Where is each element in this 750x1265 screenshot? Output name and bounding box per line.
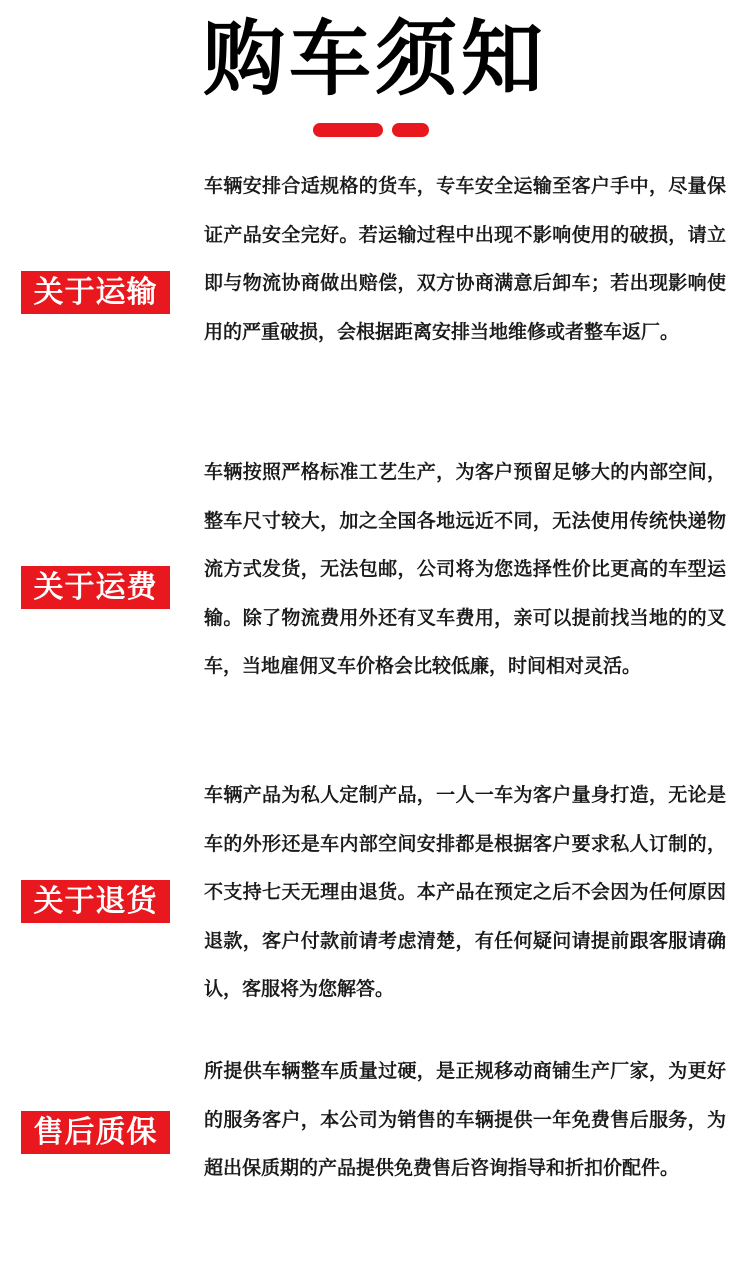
title-underline-long [313,123,383,137]
section-label-transport: 关于运输 [21,271,170,314]
section-body-return: 车辆产品为私人定制产品，一人一车为客户量身打造，无论是车的外形还是车内部空间安排都是根据客户要求私人订制的，不支持七天无理由退货。本产品在预定之后不会因为任何原因退款，客户付款前请考虑清楚，有任何疑问请提前跟客服请确认，客服将为您解答。 [204,784,726,1000]
section-body-transport: 车辆安排合适规格的货车，专车安全运输至客户手中，尽量保证产品安全完好。若运输过程中出现不影响使用的破损，请立即与物流协商做出赔偿，双方协商满意后卸车；若出现影响使用的严重破损，会根据距离安排当地维修或者整车返厂。 [204,175,726,343]
section-label-after-sales: 售后质保 [21,1111,170,1154]
section-body-shipping-fee: 车辆按照严格标准工艺生产，为客户预留足够大的内部空间，整车尺寸较大，加之全国各地远近不同，无法使用传统快递物流方式发货，无法包邮，公司将为您选择性价比更高的车型运输。除了物流费用外还有叉车费用，亲可以提前找当地的的叉车，当地雇佣叉车价格会比较低廉，时间相对灵活。 [204,461,726,677]
page-title: 购车须知 [202,12,547,107]
title-underline-short [392,123,429,137]
section-label-shipping-fee: 关于运费 [21,566,170,609]
section-label-return: 关于退货 [21,880,170,923]
section-body-after-sales: 所提供车辆整车质量过硬，是正规移动商铺生产厂家，为更好的服务客户，本公司为销售的车辆提供一年免费售后服务，为超出保质期的产品提供免费售后咨询指导和折扣价配件。 [204,1060,726,1179]
